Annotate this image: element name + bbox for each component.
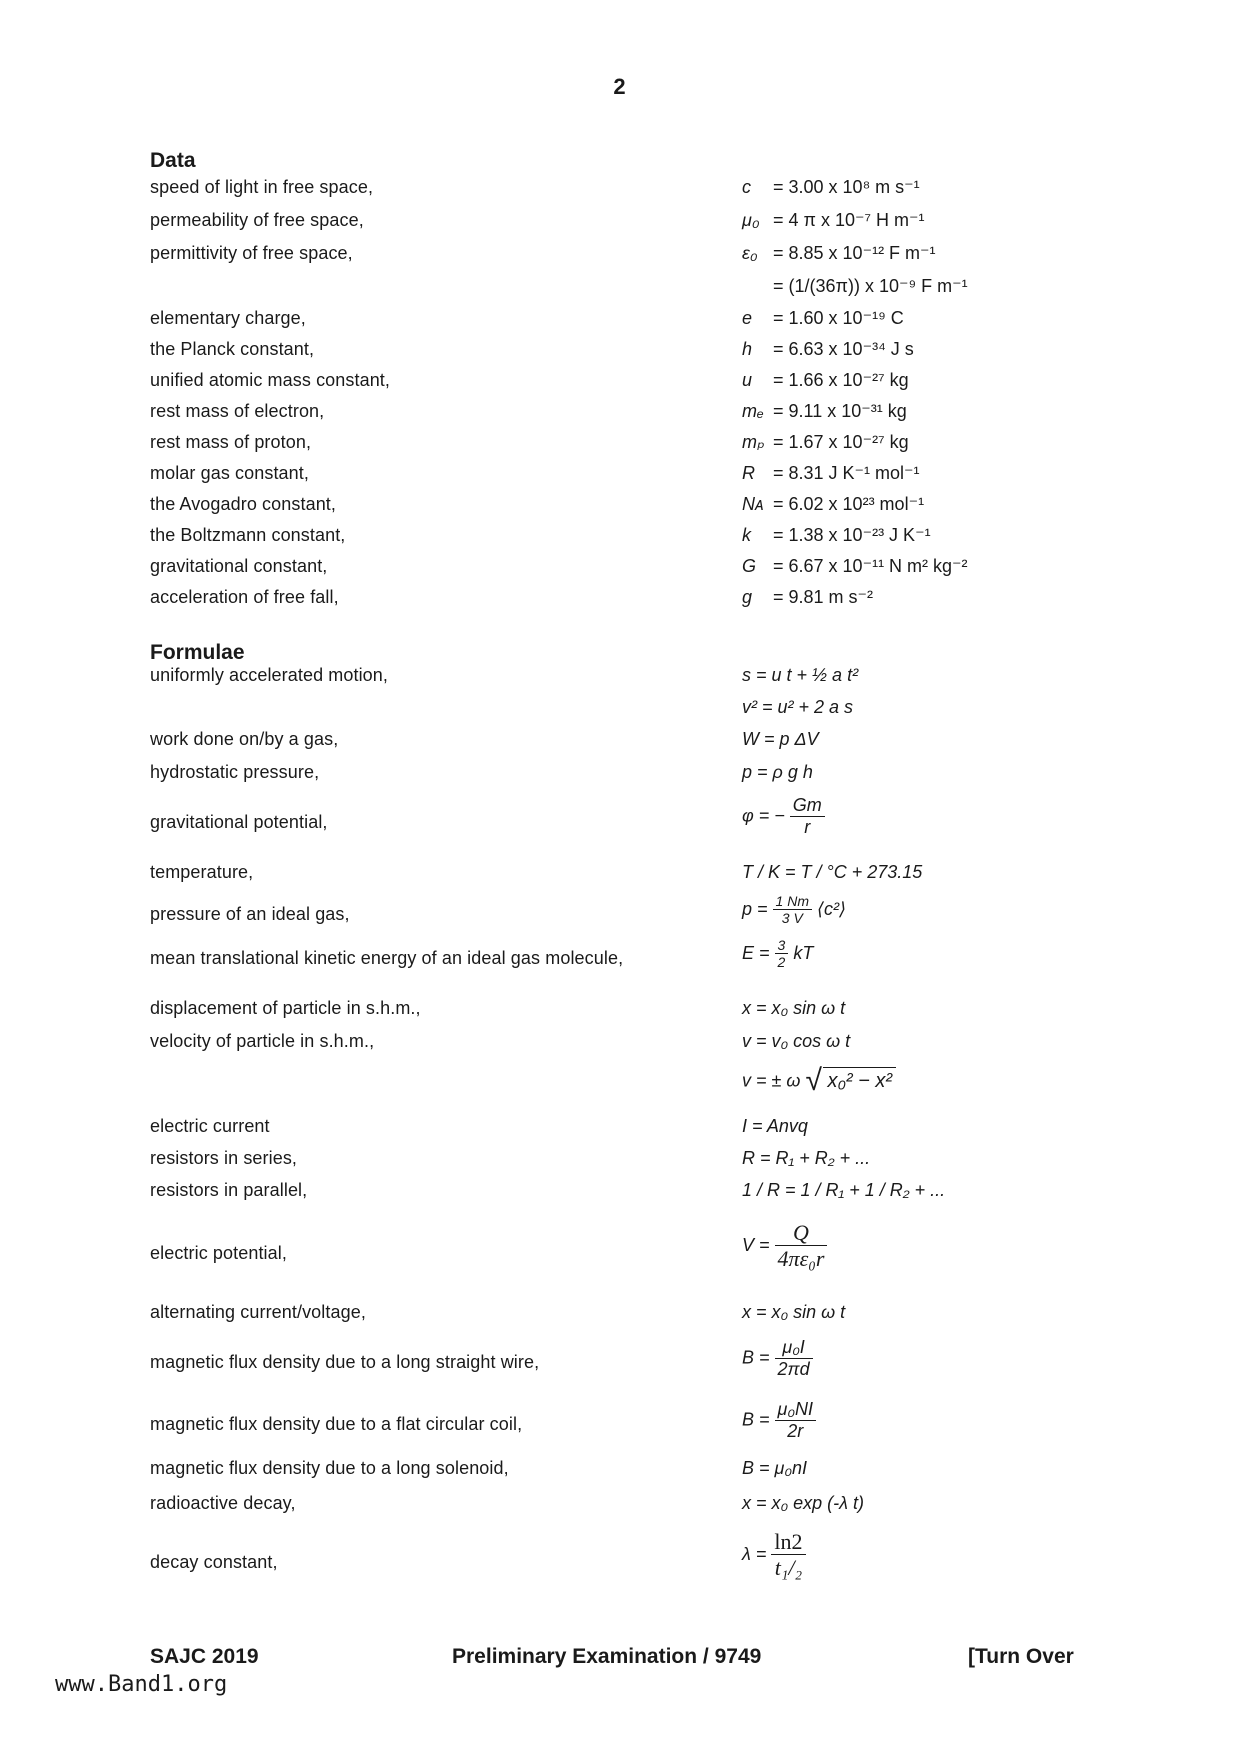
formula-label: decay constant, bbox=[150, 1552, 278, 1572]
data-label: molar gas constant, bbox=[150, 463, 309, 483]
data-symbol: ε₀ bbox=[742, 243, 758, 263]
formula-label: alternating current/voltage, bbox=[150, 1302, 366, 1322]
data-value: = 6.02 x 10²³ mol⁻¹ bbox=[773, 494, 925, 514]
formula-lhs: B = bbox=[742, 1409, 770, 1430]
data-value: = 9.11 x 10⁻³¹ kg bbox=[773, 401, 907, 421]
data-row bbox=[150, 494, 1030, 518]
data-symbol: G bbox=[742, 556, 757, 576]
formula-label: work done on/by a gas, bbox=[150, 729, 339, 749]
formula-lhs: V = bbox=[742, 1235, 770, 1255]
formula-expression bbox=[742, 796, 825, 837]
formula-label: radioactive decay, bbox=[150, 1493, 296, 1513]
formula-label: pressure of an ideal gas, bbox=[150, 904, 350, 924]
footer-exam-title: Preliminary Examination / 9749 bbox=[452, 1645, 762, 1668]
formula-expression: 1 / R = 1 / R₁ + 1 / R₂ + ... bbox=[742, 1180, 946, 1200]
formula-rhs: kT bbox=[793, 943, 814, 963]
formula-gravitational-potential bbox=[150, 795, 1030, 837]
fraction bbox=[775, 1338, 813, 1379]
formula-label: gravitational potential, bbox=[150, 812, 328, 832]
radicand: x₀² − x² bbox=[823, 1067, 896, 1092]
data-symbol: h bbox=[742, 339, 753, 359]
data-label: unified atomic mass constant, bbox=[150, 370, 391, 390]
formula-uniform-motion-2 bbox=[150, 697, 1030, 721]
data-symbol: mₚ bbox=[742, 432, 765, 452]
data-value: = 4 π x 10⁻⁷ H m⁻¹ bbox=[773, 210, 925, 230]
radical-sign: √ bbox=[805, 1064, 822, 1097]
data-symbol: u bbox=[742, 370, 753, 390]
fraction-numerator: 1 Nm bbox=[773, 894, 812, 910]
data-heading: Data bbox=[150, 149, 196, 172]
formula-expression bbox=[742, 1221, 827, 1271]
formula-expression: x = x₀ exp (-λ t) bbox=[742, 1493, 864, 1513]
fraction-denominator: 2πd bbox=[777, 1358, 810, 1379]
fraction-denominator: r bbox=[804, 816, 811, 837]
watermark-url: www.Band1.org bbox=[55, 1672, 228, 1697]
data-label: gravitational constant, bbox=[150, 556, 328, 576]
page-number: 2 bbox=[613, 74, 626, 99]
formula-rhs: ⟨c²⟩ bbox=[817, 899, 847, 919]
formula-uniform-motion bbox=[150, 665, 1030, 689]
formula-expression: x = x₀ sin ω t bbox=[742, 1302, 846, 1322]
fraction-numerator: 3 bbox=[775, 938, 789, 954]
fraction bbox=[775, 1400, 816, 1441]
data-label: the Planck constant, bbox=[150, 339, 315, 359]
data-value: = (1/(36π)) x 10⁻⁹ F m⁻¹ bbox=[773, 276, 968, 296]
data-symbol: g bbox=[742, 587, 753, 607]
formula-label: displacement of particle in s.h.m., bbox=[150, 998, 421, 1018]
fraction-numerator: Q bbox=[775, 1221, 828, 1246]
formula-hydrostatic bbox=[150, 762, 1030, 786]
formula-label: resistors in parallel, bbox=[150, 1180, 308, 1200]
data-value: = 8.31 J K⁻¹ mol⁻¹ bbox=[773, 463, 920, 483]
formula-expression bbox=[742, 1530, 806, 1580]
data-row bbox=[150, 525, 1030, 549]
data-row bbox=[150, 587, 1030, 611]
formulae-heading: Formulae bbox=[150, 641, 245, 664]
data-row bbox=[150, 463, 1030, 487]
data-symbol: Nᴀ bbox=[742, 494, 764, 514]
formula-label: mean translational kinetic energy of an ideal gas molecule, bbox=[150, 948, 624, 968]
data-value: = 8.85 x 10⁻¹² F m⁻¹ bbox=[773, 243, 936, 263]
data-value: = 1.66 x 10⁻²⁷ kg bbox=[773, 370, 909, 390]
data-row bbox=[150, 339, 1030, 363]
fraction-numerator: μ₀I bbox=[775, 1338, 813, 1359]
data-label: rest mass of electron, bbox=[150, 401, 325, 421]
data-symbol: R bbox=[742, 463, 755, 483]
formula-alternating-current bbox=[150, 1302, 1030, 1326]
formula-shm-velocity-2 bbox=[150, 1064, 1030, 1102]
formula-resistors-parallel bbox=[150, 1180, 1030, 1204]
data-label: the Boltzmann constant, bbox=[150, 525, 346, 545]
fraction bbox=[775, 1221, 828, 1271]
data-value: = 3.00 x 10⁸ m s⁻¹ bbox=[773, 177, 920, 197]
formula-label: magnetic flux density due to a long solenoid, bbox=[150, 1458, 509, 1478]
formula-expression bbox=[742, 1400, 816, 1441]
formula-expression: T / K = T / °C + 273.15 bbox=[742, 862, 923, 882]
data-row bbox=[150, 210, 1030, 234]
formula-flux-straight-wire bbox=[150, 1337, 1030, 1379]
data-value: = 6.63 x 10⁻³⁴ J s bbox=[773, 339, 914, 359]
formula-label: temperature, bbox=[150, 862, 254, 882]
formula-flux-circular-coil bbox=[150, 1399, 1030, 1441]
formula-expression: W = p ΔV bbox=[742, 729, 819, 749]
data-row bbox=[150, 432, 1030, 456]
data-label: acceleration of free fall, bbox=[150, 587, 339, 607]
formula-expression: R = R₁ + R₂ + ... bbox=[742, 1148, 871, 1168]
data-row bbox=[150, 401, 1030, 425]
formula-lhs: E = bbox=[742, 943, 770, 963]
formula-expression: I = Anvq bbox=[742, 1116, 808, 1136]
data-label: rest mass of proton, bbox=[150, 432, 312, 452]
formula-lhs: p = bbox=[742, 899, 768, 919]
fraction-denominator: 2r bbox=[787, 1420, 804, 1441]
formula-lhs: φ = − bbox=[742, 805, 785, 826]
formula-expression: B = μ₀nI bbox=[742, 1458, 807, 1478]
data-label: speed of light in free space, bbox=[150, 177, 374, 197]
data-row bbox=[150, 370, 1030, 394]
formula-ideal-gas-pressure bbox=[150, 893, 1030, 928]
formula-shm-displacement bbox=[150, 998, 1030, 1022]
fraction-numerator: Gm bbox=[790, 796, 825, 817]
formula-flux-solenoid bbox=[150, 1458, 1030, 1482]
fraction-denominator: 2 bbox=[777, 954, 786, 971]
fraction-numerator: μ₀NI bbox=[775, 1400, 816, 1421]
formula-expression: v = v₀ cos ω t bbox=[742, 1031, 851, 1051]
formula-resistors-series bbox=[150, 1148, 1030, 1172]
formula-expression: x = x₀ sin ω t bbox=[742, 998, 846, 1018]
fraction bbox=[790, 796, 825, 837]
formula-label: magnetic flux density due to a long straight wire, bbox=[150, 1352, 540, 1372]
formula-label: electric current bbox=[150, 1116, 270, 1136]
formula-temperature bbox=[150, 862, 1030, 886]
formula-radioactive-decay bbox=[150, 1493, 1030, 1517]
data-label: elementary charge, bbox=[150, 308, 306, 328]
data-value: = 1.67 x 10⁻²⁷ kg bbox=[773, 432, 909, 452]
data-symbol: e bbox=[742, 308, 753, 328]
fraction-denominator: 4πε₀r bbox=[777, 1246, 825, 1272]
fraction bbox=[775, 938, 789, 970]
formula-expression bbox=[742, 1338, 813, 1379]
data-value: = 1.38 x 10⁻²³ J K⁻¹ bbox=[773, 525, 931, 545]
formula-lhs: v = ± ω bbox=[742, 1070, 801, 1091]
fraction bbox=[771, 1530, 805, 1580]
data-label: permittivity of free space, bbox=[150, 243, 353, 263]
data-row bbox=[150, 177, 1030, 201]
formula-expression: p = ρ g h bbox=[742, 762, 813, 782]
data-symbol: c bbox=[742, 177, 751, 197]
formula-kinetic-energy bbox=[150, 937, 1030, 972]
fraction bbox=[773, 894, 812, 926]
data-label: the Avogadro constant, bbox=[150, 494, 337, 514]
data-value: = 6.67 x 10⁻¹¹ N m² kg⁻² bbox=[773, 556, 968, 576]
formula-decay-constant bbox=[150, 1529, 1030, 1581]
data-symbol: μ₀ bbox=[742, 210, 760, 230]
formula-label: resistors in series, bbox=[150, 1148, 298, 1168]
fraction-denominator: 3 V bbox=[781, 910, 803, 927]
formula-expression: s = u t + ½ a t² bbox=[742, 665, 859, 685]
formula-label: electric potential, bbox=[150, 1243, 287, 1263]
formula-electric-potential bbox=[150, 1220, 1030, 1272]
formula-lhs: B = bbox=[742, 1347, 770, 1368]
formula-label: hydrostatic pressure, bbox=[150, 762, 320, 782]
footer-school: SAJC 2019 bbox=[150, 1645, 259, 1668]
formula-expression: v² = u² + 2 a s bbox=[742, 697, 854, 717]
data-value: = 1.60 x 10⁻¹⁹ C bbox=[773, 308, 904, 328]
fraction-numerator: ln2 bbox=[771, 1530, 805, 1555]
formula-label: velocity of particle in s.h.m., bbox=[150, 1031, 375, 1051]
data-row bbox=[150, 556, 1030, 580]
data-symbol: mₑ bbox=[742, 401, 764, 421]
data-symbol: k bbox=[742, 525, 751, 545]
formula-label: magnetic flux density due to a flat circular coil, bbox=[150, 1414, 523, 1434]
formula-label: uniformly accelerated motion, bbox=[150, 665, 389, 685]
fraction-denominator: t₁/₂ bbox=[774, 1555, 803, 1581]
data-label: permeability of free space, bbox=[150, 210, 364, 230]
footer-turn-over: [Turn Over bbox=[968, 1645, 1074, 1668]
formula-expression bbox=[742, 938, 813, 970]
square-root bbox=[805, 1064, 896, 1097]
formula-expression bbox=[742, 1064, 896, 1097]
formula-work-done bbox=[150, 729, 1030, 753]
formula-expression bbox=[742, 894, 846, 926]
data-value: = 9.81 m s⁻² bbox=[773, 587, 874, 607]
data-row bbox=[150, 276, 1030, 300]
formula-electric-current bbox=[150, 1116, 1030, 1140]
data-row bbox=[150, 243, 1030, 267]
formula-lhs: λ = bbox=[742, 1544, 767, 1564]
data-row bbox=[150, 308, 1030, 332]
formula-shm-velocity bbox=[150, 1031, 1030, 1055]
